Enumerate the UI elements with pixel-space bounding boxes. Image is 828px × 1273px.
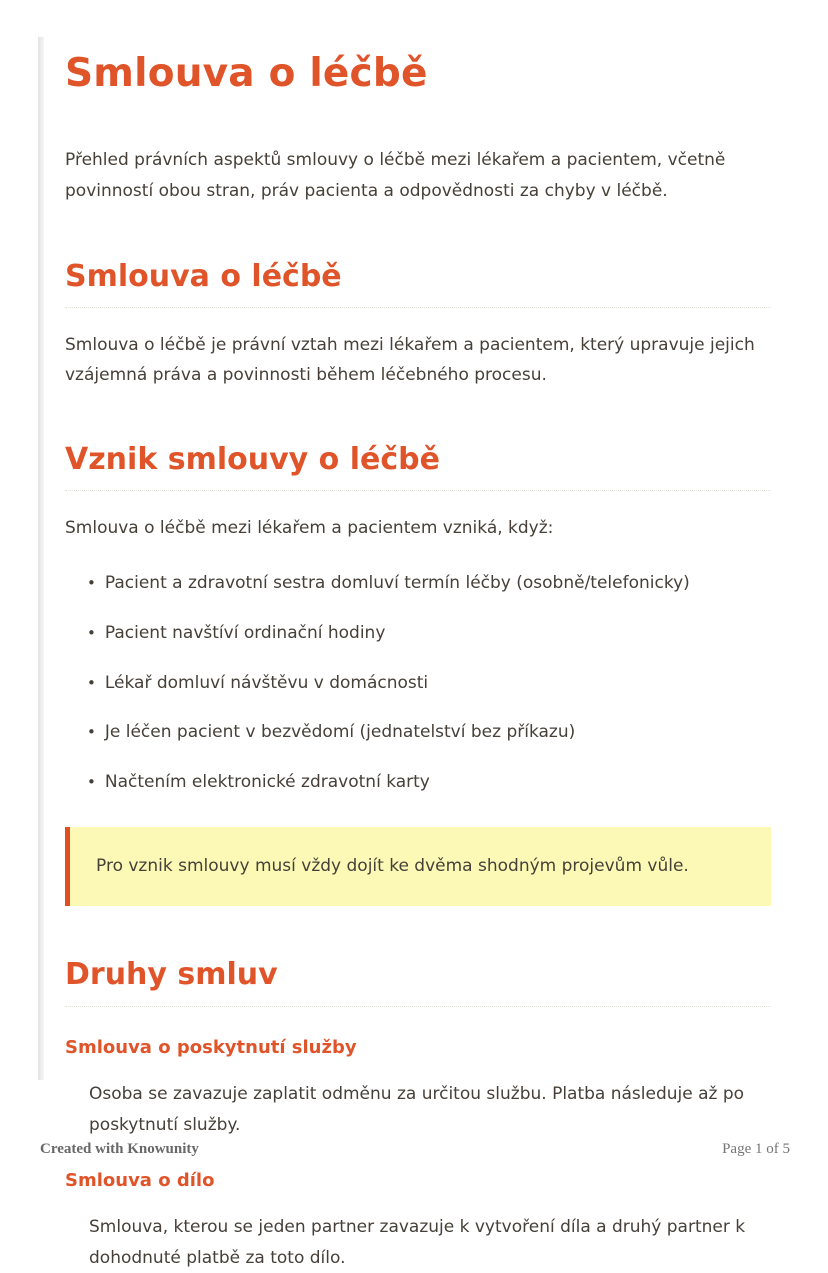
list-item: • Je léčen pacient v bezvědomí (jednatelství bez příkazu) <box>87 721 771 745</box>
page-edge-shadow <box>38 37 44 1080</box>
footer-branding: Created with Knowunity <box>40 1141 199 1157</box>
list-item: • Pacient navštíví ordinační hodiny <box>87 622 771 646</box>
subheading-dilo: Smlouva o dílo <box>65 1170 215 1192</box>
sluzba-paragraph: Osoba se zavazuje zaplatit odměnu za určitou službu. Platba následuje až po poskytnutí služby. <box>89 1083 745 1135</box>
list-item: • Načtením elektronické zdravotní karty <box>87 771 771 795</box>
document-title: Smlouva o léčbě <box>65 51 428 96</box>
vznik-lead-paragraph: Smlouva o léčbě mezi lékařem a pacientem vzniká, když: <box>65 518 554 539</box>
page-number: Page 1 of 5 <box>722 1141 790 1157</box>
callout-text: Pro vznik smlouvy musí vždy dojít ke dvěma shodným projevům vůle. <box>96 855 689 876</box>
subheading-sluzba: Smlouva o poskytnutí služby <box>65 1036 357 1058</box>
list-item: • Lékař domluví návštěvu v domácnosti <box>87 672 771 696</box>
document-content <box>65 52 771 1273</box>
section-heading-overview: Smlouva o léčbě <box>65 260 771 309</box>
vznik-bullet-list <box>65 572 771 795</box>
dilo-paragraph: Smlouva, kterou se jeden partner zavazuje k vytvoření díla a druhý partner k dohodnuté platbě za toto dílo. <box>89 1217 746 1268</box>
section-heading-druhy: Druhy smluv <box>65 958 771 1007</box>
list-item: • Pacient a zdravotní sestra domluví termín léčby (osobně/telefonicky) <box>87 572 771 596</box>
overview-paragraph: Smlouva o léčbě je právní vztah mezi lékařem a pacientem, který upravuje jejich vzájemná práva a povinnosti během léčebného procesu. <box>65 335 755 385</box>
section-heading-vznik: Vznik smlouvy o léčbě <box>65 443 771 492</box>
page-footer <box>40 1141 790 1158</box>
intro-paragraph: Přehled právních aspektů smlouvy o léčbě mezi lékařem a pacientem, včetně povinností obou stran, práv pacienta a odpovědnosti za chyby v léčbě. <box>65 149 726 202</box>
highlight-callout <box>65 827 771 907</box>
